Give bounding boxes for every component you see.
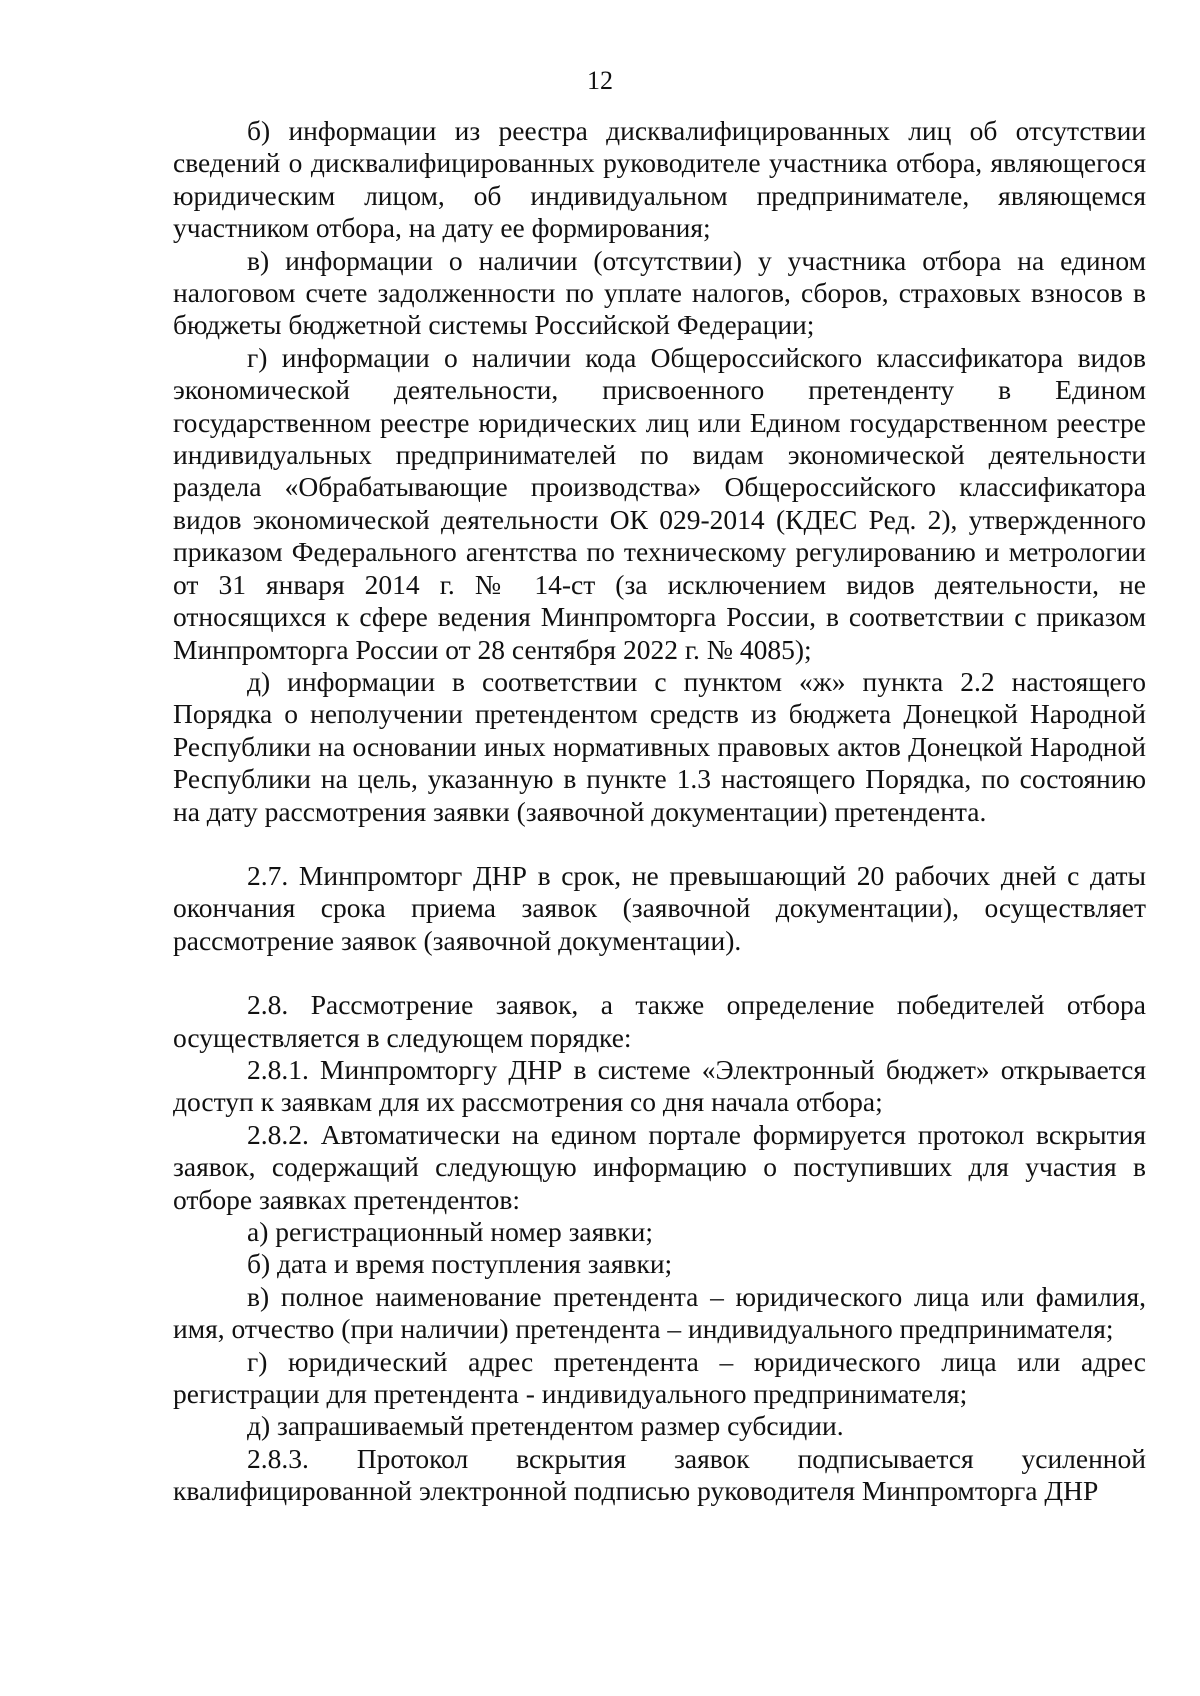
list-item-g-legal-address: г) юридический адрес претендента – юридического лица или адрес регистрации для претендента - индивидуального предпринимателя; [173, 1345, 1146, 1410]
paragraph-2-8-3: 2.8.3. Протокол вскрытия заявок подписывается усиленной квалифицированной электронной подписью руководителя Минпромторга ДНР [173, 1442, 1146, 1507]
paragraph-2-8-1: 2.8.1. Минпромторгу ДНР в системе «Электронный бюджет» открывается доступ к заявкам для их рассмотрения со дня начала отбора; [173, 1053, 1146, 1118]
section-gap [173, 957, 1146, 989]
paragraph-d-no-other-funds: д) информации в соответствии с пунктом «ж» пункта 2.2 настоящего Порядка о неполучении претендентом средств из бюджета Донецкой Народной Республики на основании иных нормативных правовых актов Донецкой Народной Республики на цель, указанную в пункте 1.3 настоящего Порядка, по состоянию на дату рассмотрения заявки (заявочной документации) претендента. [173, 665, 1146, 827]
list-item-a-registration-number: а) регистрационный номер заявки; [247, 1216, 653, 1247]
paragraph-2-8: 2.8. Рассмотрение заявок, а также определение победителей отбора осуществляется в следующем порядке: [173, 989, 1146, 1053]
paragraph-g-okved-code: г) информации о наличии кода Общероссийского классификатора видов экономической деятельности, присвоенного претенденту в Едином государственном реестре юридических лиц или Едином государственном реестре индивидуальных предпринимателей по видам экономической деятельности раздела «Обрабатывающие производства» Общероссийского классификатора видов экономической деятельности ОК 029-2014 (КДЕС Ред. 2), утвержденного приказом Федерального агентства по техническому регулированию и метрологии от 31 января 2014 г. № 14-ст (за исключением видов деятельности, не относящихся к сфере ведения Минпромторга России, в соответствии с приказом Минпромторга России от 28 сентября 2022 г. № 4085); [173, 341, 1146, 665]
paragraph-2-7: 2.7. Минпромторг ДНР в срок, не превышающий 20 рабочих дней с даты окончания срока приема заявок (заявочной документации), осуществляет рассмотрение заявок (заявочной документации). [173, 859, 1146, 956]
page-number: 12 [587, 66, 613, 95]
list-item-v-full-name: в) полное наименование претендента – юридического лица или фамилия, имя, отчество (при наличии) претендента – индивидуального предпринимателя; [173, 1280, 1146, 1345]
section-gap [173, 828, 1146, 860]
paragraph-v-tax-debt: в) информации о наличии (отсутствии) у участника отбора на едином налоговом счете задолженности по уплате налогов, сборов, страховых взносов в бюджеты бюджетной системы Российской Федерации; [173, 244, 1146, 341]
list-item-b-date-time: б) дата и время поступления заявки; [247, 1248, 673, 1280]
paragraph-2-8-2: 2.8.2. Автоматически на едином портале формируется протокол вскрытия заявок, содержащий следующую информацию о поступивших для участия в отборе заявках претендентов: [173, 1118, 1146, 1215]
paragraph-b-disqualified-registry: б) информации из реестра дисквалифицированных лиц об отсутствии сведений о дисквалифицированных руководителе участника отбора, являющегося юридическим лицом, об индивидуальном предпринимателе, являющемся участником отбора, на дату ее формирования; [173, 115, 1146, 244]
document-body [173, 115, 1146, 1508]
list-item-d-subsidy-amount: д) запрашиваемый претендентом размер субсидии. [247, 1410, 844, 1442]
